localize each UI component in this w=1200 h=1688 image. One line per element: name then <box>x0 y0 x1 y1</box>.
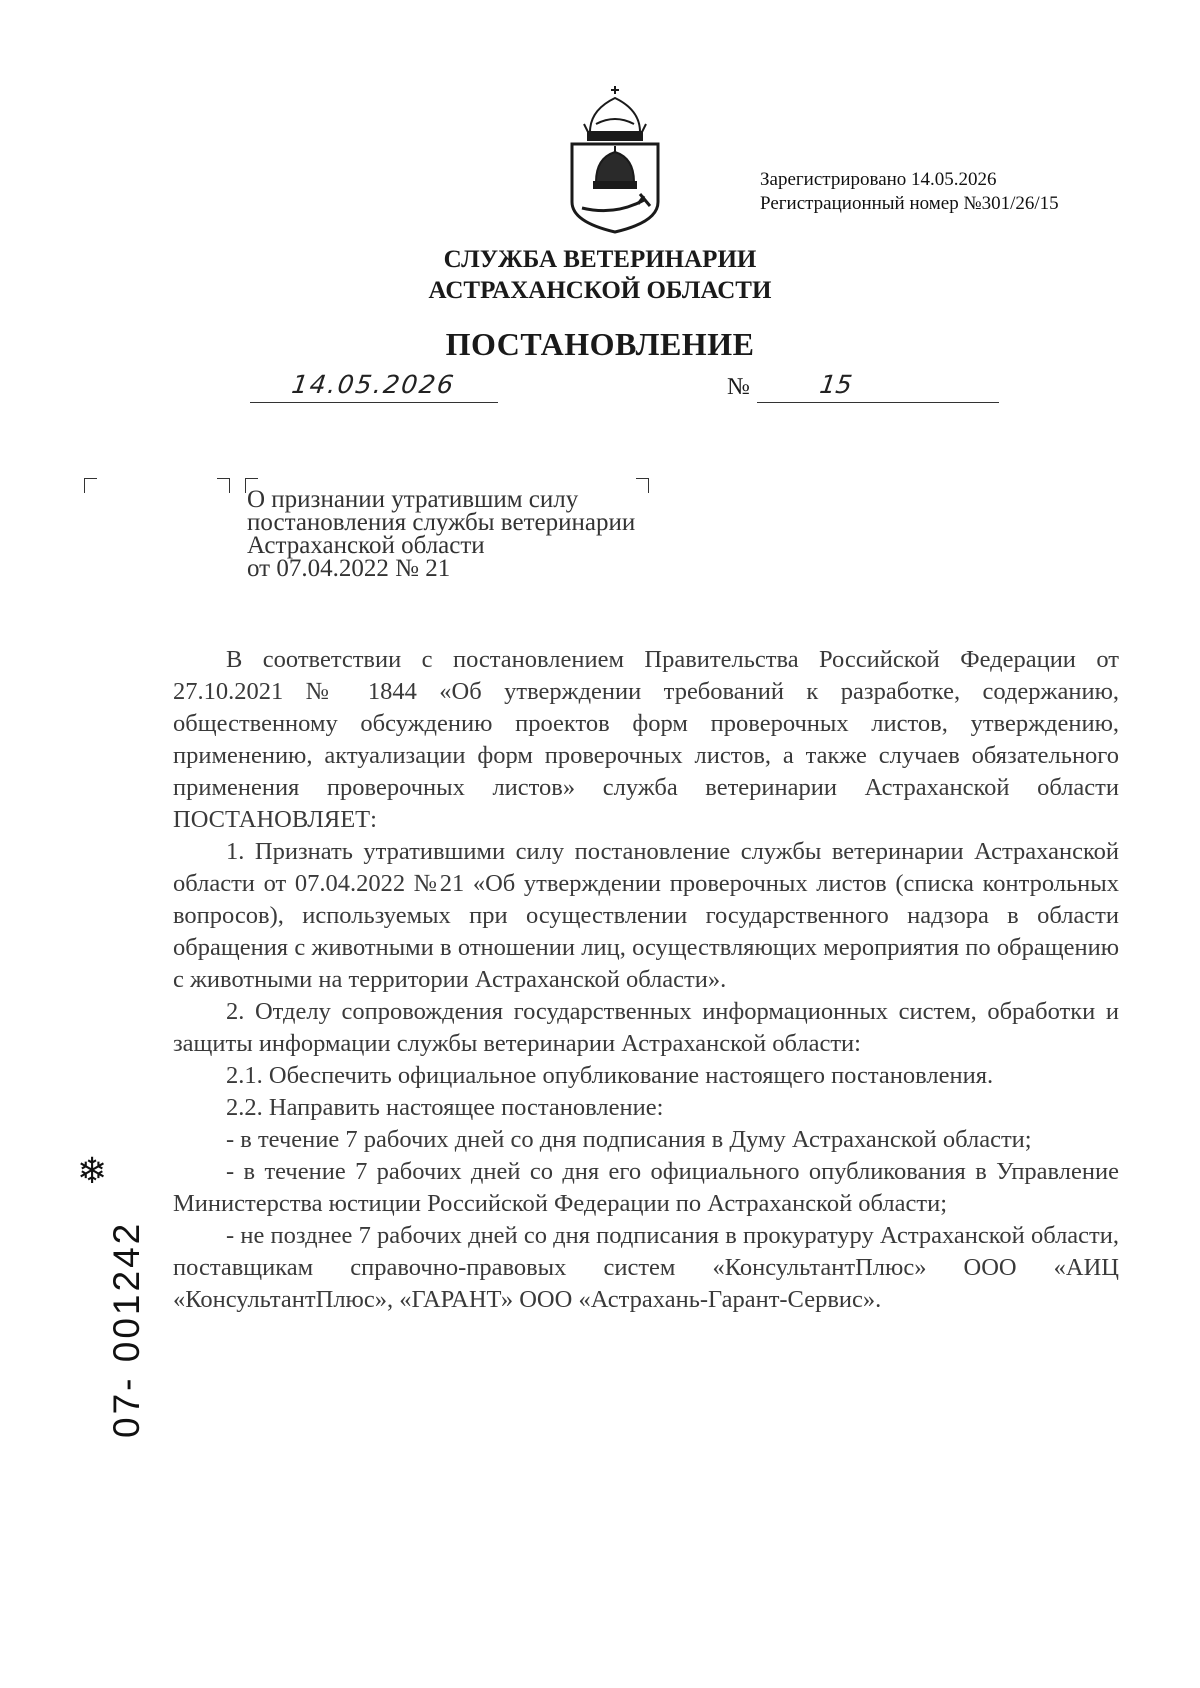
subject-line: О признании утратившим силу <box>247 486 579 513</box>
organization-name <box>0 244 1200 306</box>
number-field-line <box>757 372 999 403</box>
coat-of-arms-emblem <box>560 84 670 234</box>
subject-line: постановления службы ветеринарии <box>247 509 636 536</box>
organization-line-1: СЛУЖБА ВЕТЕРИНАРИИ <box>443 246 757 273</box>
registration-stamp <box>760 168 1059 216</box>
corner-mark-top-left <box>84 478 97 493</box>
clause-2-2-item-duma: - в течение 7 рабочих дней со дня подписания в Думу Астраханской области; <box>226 1126 1032 1153</box>
clause-2-1: 2.1. Обеспечить официальное опубликование настоящего постановления. <box>226 1062 994 1089</box>
side-asterisk-mark: ❄ <box>77 1151 108 1191</box>
registration-number: Регистрационный номер №301/26/15 <box>760 193 1059 214</box>
clause-2-2-item-justice: - в течение 7 рабочих дней со дня его официального опубликования в Управление Министерства юстиции Российской Федерации по Астраханской области; <box>173 1158 1119 1217</box>
handwritten-number: 15 <box>817 370 854 399</box>
clause-2: 2. Отделу сопровождения государственных информационных систем, обработки и защиты информации службы ветеринарии Астраханской области: <box>173 998 1119 1057</box>
subject-line: Астраханской области <box>247 532 485 559</box>
document-type: ПОСТАНОВЛЕНИЕ <box>445 326 755 362</box>
clause-2-2-item-prosecutor: - не позднее 7 рабочих дней со дня подписания в прокуратуру Астраханской области, поставщикам справочно-правовых систем «КонсультантПлюс» ООО «АИЦ «КонсультантПлюс», «ГАРАНТ» ООО «Астрахань-Гарант-Сервис». <box>173 1222 1119 1313</box>
clause-1: 1. Признать утратившими силу постановление службы ветеринарии Астраханской области от 07.04.2022 №21 «Об утверждении проверочных листов (списка контрольных вопросов), используемых при осуществлении государственного надзора в области обращения с животными в отношении лиц, осуществляющих мероприятия по обращению с животными на территории Астраханской области». <box>173 838 1119 993</box>
number-sign: № <box>727 374 750 400</box>
side-registration-number: 07- 001242 <box>106 1220 147 1438</box>
handwritten-date: 14.05.2026 <box>290 370 458 399</box>
document-subject <box>247 488 635 580</box>
organization-line-2: АСТРАХАНСКОЙ ОБЛАСТИ <box>428 277 772 304</box>
preamble-paragraph: В соответствии с постановлением Правительства Российской Федерации от 27.10.2021 № 1844 «Об утверждении требований к разработке, содержанию, общественному обсуждению проектов форм проверочных листов, утверждению, применению, актуализации форм проверочных листов, а также случаев обязательного применения проверочных листов» служба ветеринарии Астраханской области ПОСТАНОВЛЯЕТ: <box>173 646 1119 833</box>
corner-mark-top-right <box>636 478 649 493</box>
subject-line: от 07.04.2022 № 21 <box>247 555 451 582</box>
clause-2-2: 2.2. Направить настоящее постановление: <box>226 1094 664 1121</box>
registration-date: Зарегистрировано 14.05.2026 <box>760 169 997 190</box>
date-field <box>250 372 498 403</box>
corner-mark-top-right <box>217 478 230 493</box>
document-body <box>173 644 1119 1316</box>
